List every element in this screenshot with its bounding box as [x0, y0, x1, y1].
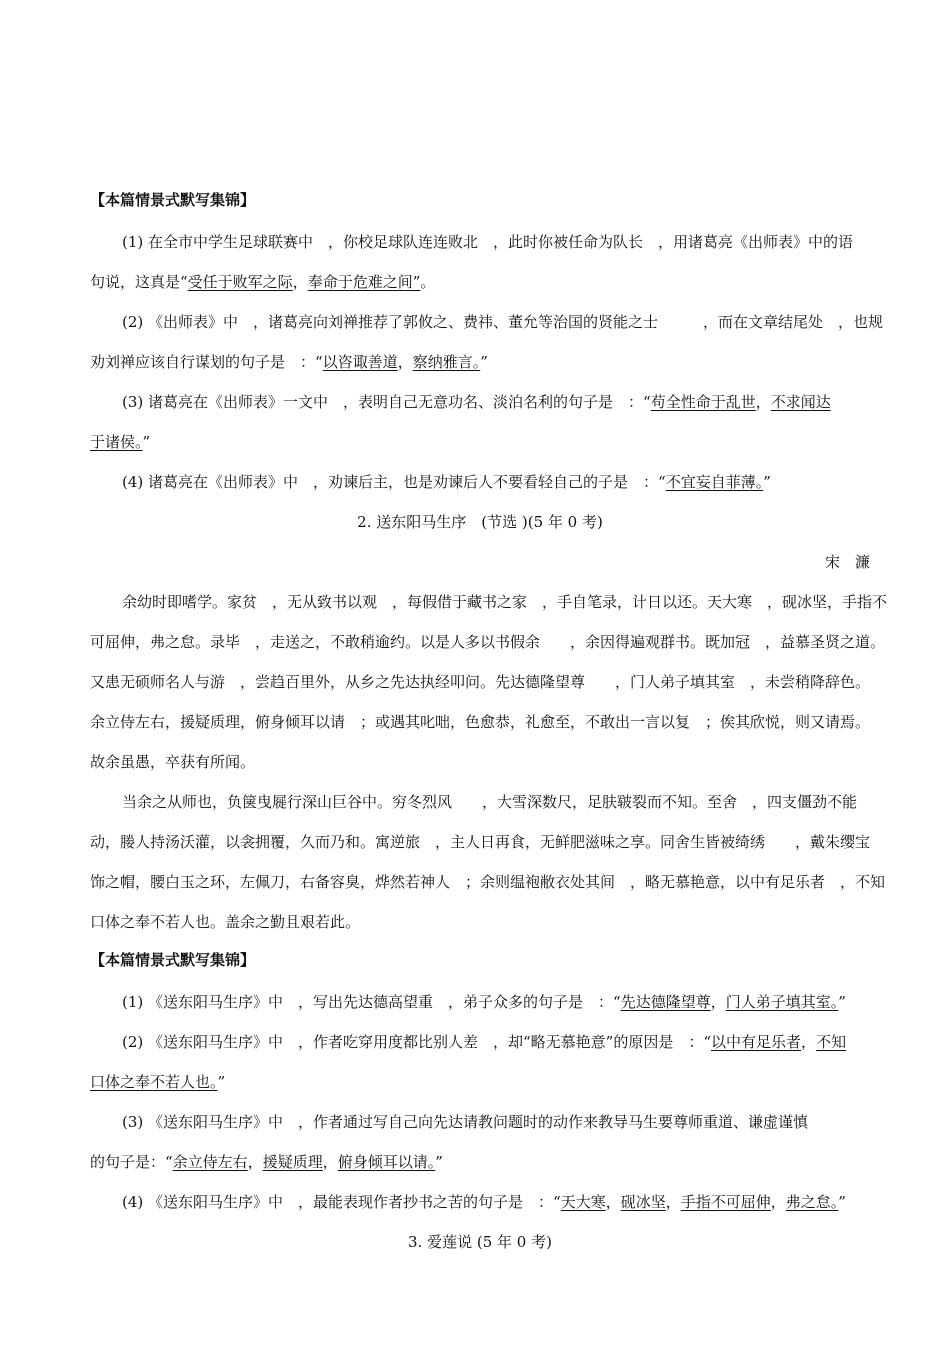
punct: ，	[397, 353, 413, 371]
section-2-title: 2. 送东阳马生序 (节选 )(5 年 0 考)	[357, 513, 603, 531]
paragraph-2-line: 当余之从师也，负箧曳屣行深山巨谷中。穷冬烈风 ，大雪深数尺，足肤皲裂而不知。至舍 ，四支僵劲不能	[122, 793, 858, 811]
question-text: 的句子是：“	[90, 1153, 173, 1171]
section-header: 【本篇情景式默写集锦】	[90, 951, 256, 969]
answer-blank: 不宜妄自菲薄。	[665, 473, 764, 491]
punct: ”	[838, 1193, 846, 1211]
question-4-line-1	[122, 1192, 870, 1212]
answer-blank: 不求闻达	[770, 393, 831, 411]
answer-blank: 俯身倾耳以请。	[337, 1153, 436, 1171]
punct: ”	[142, 433, 151, 451]
question-text: (2) 《送东阳马生序》中 ，作者吃穿用度都比别人差 ，却“略无慕艳意”的原因是 ：“	[122, 1033, 712, 1051]
question-4-line-1	[122, 472, 870, 492]
punct: ，	[665, 1193, 681, 1211]
punct: ，	[770, 1193, 786, 1211]
answer-blank: 受任于败军之际	[187, 273, 293, 291]
paragraph-2-line: 动，媵人持汤沃灌，以衾拥覆，久而乃和。寓逆旅 ，主人日再食，无鲜肥滋味之享。同舍生皆被绮绣 ，戴朱缨宝	[90, 833, 871, 851]
paragraph-2-line: 饰之帽，腰白玉之环，左佩刀，右备容臭，烨然若神人 ；余则缊袍敝衣处其间 ，略无慕艳意，以中有足乐者 ，不知	[90, 873, 886, 891]
author: 宋 濂	[824, 553, 870, 571]
question-3-line-1	[122, 392, 870, 412]
answer-blank: 以中有足乐者	[711, 1033, 802, 1051]
punct: ”	[838, 993, 846, 1011]
question-1-line-1	[122, 992, 870, 1012]
question-3-line-2	[90, 432, 870, 452]
punct: ，	[605, 1193, 621, 1211]
question-text: (1) 《送东阳马生序》中 ，写出先达德高望重 ，弟子众多的句子是 ：“	[122, 993, 621, 1011]
paragraph-1-line: 故余虽愚，卒获有所闻。	[90, 753, 256, 771]
question-1-line-1: (1) 在全市中学生足球联赛中 ，你校足球队连连败北 ，此时你被任命为队长 ，用诸葛亮《出师表》中的语	[122, 233, 854, 251]
punct: ，	[710, 993, 726, 1011]
question-1-line-2	[90, 272, 870, 292]
punct: ”	[763, 473, 771, 491]
answer-blank: 门人弟子填其室。	[725, 993, 839, 1011]
answer-blank: 手指不可屈伸	[680, 1193, 771, 1211]
punct: ”	[435, 1153, 443, 1171]
question-text: (4) 诸葛亮在《出师表》中 ，劝谏后主，也是劝谏后人不要看轻自己的子是 ：“	[122, 473, 666, 491]
punct: ”	[217, 1073, 226, 1091]
punct: ，	[292, 273, 308, 291]
question-3-line-1: (3) 《送东阳马生序》中 ，作者通过写自己向先达请教问题时的动作来教导马生要尊师重道、谦虚谨慎	[122, 1113, 809, 1131]
answer-blank: 弗之怠。	[785, 1193, 839, 1211]
question-text: 句说，这真是“	[90, 273, 188, 291]
punct: ”	[480, 353, 488, 371]
punct: ，	[247, 1153, 263, 1171]
answer-blank: 援疑质理	[262, 1153, 323, 1171]
section-header: 【本篇情景式默写集锦】	[90, 191, 256, 209]
paragraph-2-line: 口体之奉不若人也。盖余之勤且艰若此。	[90, 913, 361, 931]
punct: 。	[420, 273, 436, 291]
answer-blank: 口体之奉不若人也。	[90, 1073, 218, 1091]
answer-blank: 砚冰坚	[620, 1193, 666, 1211]
question-text: (3) 诸葛亮在《出师表》一文中 ，表明自己无意功名、淡泊名利的句子是 ：“	[122, 393, 651, 411]
answer-blank: 以咨诹善道	[322, 353, 398, 371]
paragraph-1-line: 又患无硕师名人与游 ，尝趋百里外，从乡之先达执经叩问。先达德隆望尊 ，门人弟子填其室 ，未尝稍降辞色。	[90, 673, 871, 691]
paragraph-1-line: 可屈伸，弗之怠。录毕 ，走送之，不敢稍逾约。以是人多以书假余 ，余因得遍观群书。既加冠 ，益慕圣贤之道。	[90, 633, 886, 651]
question-2-line-2	[90, 1072, 870, 1092]
question-3-line-2	[90, 1152, 870, 1172]
paragraph-1-line: 余立侍左右，援疑质理，俯身倾耳以请 ；或遇其叱咄，色愈恭，礼愈至，不敢出一言以复 ；俟其欣悦，则又请焉。	[90, 713, 871, 731]
answer-blank: 余立侍左右	[172, 1153, 248, 1171]
section-3-title: 3. 爱莲说 (5 年 0 考)	[408, 1233, 552, 1251]
punct: ，	[755, 393, 771, 411]
paragraph-1-line: 余幼时即嗜学。家贫 ，无从致书以观 ，每假借于藏书之家 ，手自笔录，计日以还。天大寒 ，砚冰坚，手指不	[122, 593, 888, 611]
question-text: 劝刘禅应该自行谋划的句子是 ：“	[90, 353, 323, 371]
punct: ，	[322, 1153, 338, 1171]
question-2-line-1	[122, 1032, 870, 1052]
answer-blank: 不知	[816, 1033, 847, 1051]
question-2-line-1: (2) 《出师表》中 ，诸葛亮向刘禅推荐了郭攸之、费祎、董允等治国的贤能之士 ，而在文章结尾处 ，也规	[122, 313, 884, 331]
answer-blank: 天大寒	[560, 1193, 606, 1211]
answer-blank: 苟全性命于乱世	[650, 393, 756, 411]
answer-blank: 奉命于危难之间”	[307, 273, 421, 291]
question-text: (4) 《送东阳马生序》中 ，最能表现作者抄书之苦的句子是 ：“	[122, 1193, 561, 1211]
question-2-line-2	[90, 352, 870, 372]
punct: ，	[801, 1033, 817, 1051]
answer-blank: 于诸侯。	[90, 433, 143, 451]
answer-blank: 先达德隆望尊	[620, 993, 711, 1011]
answer-blank: 察纳雅言。	[412, 353, 481, 371]
